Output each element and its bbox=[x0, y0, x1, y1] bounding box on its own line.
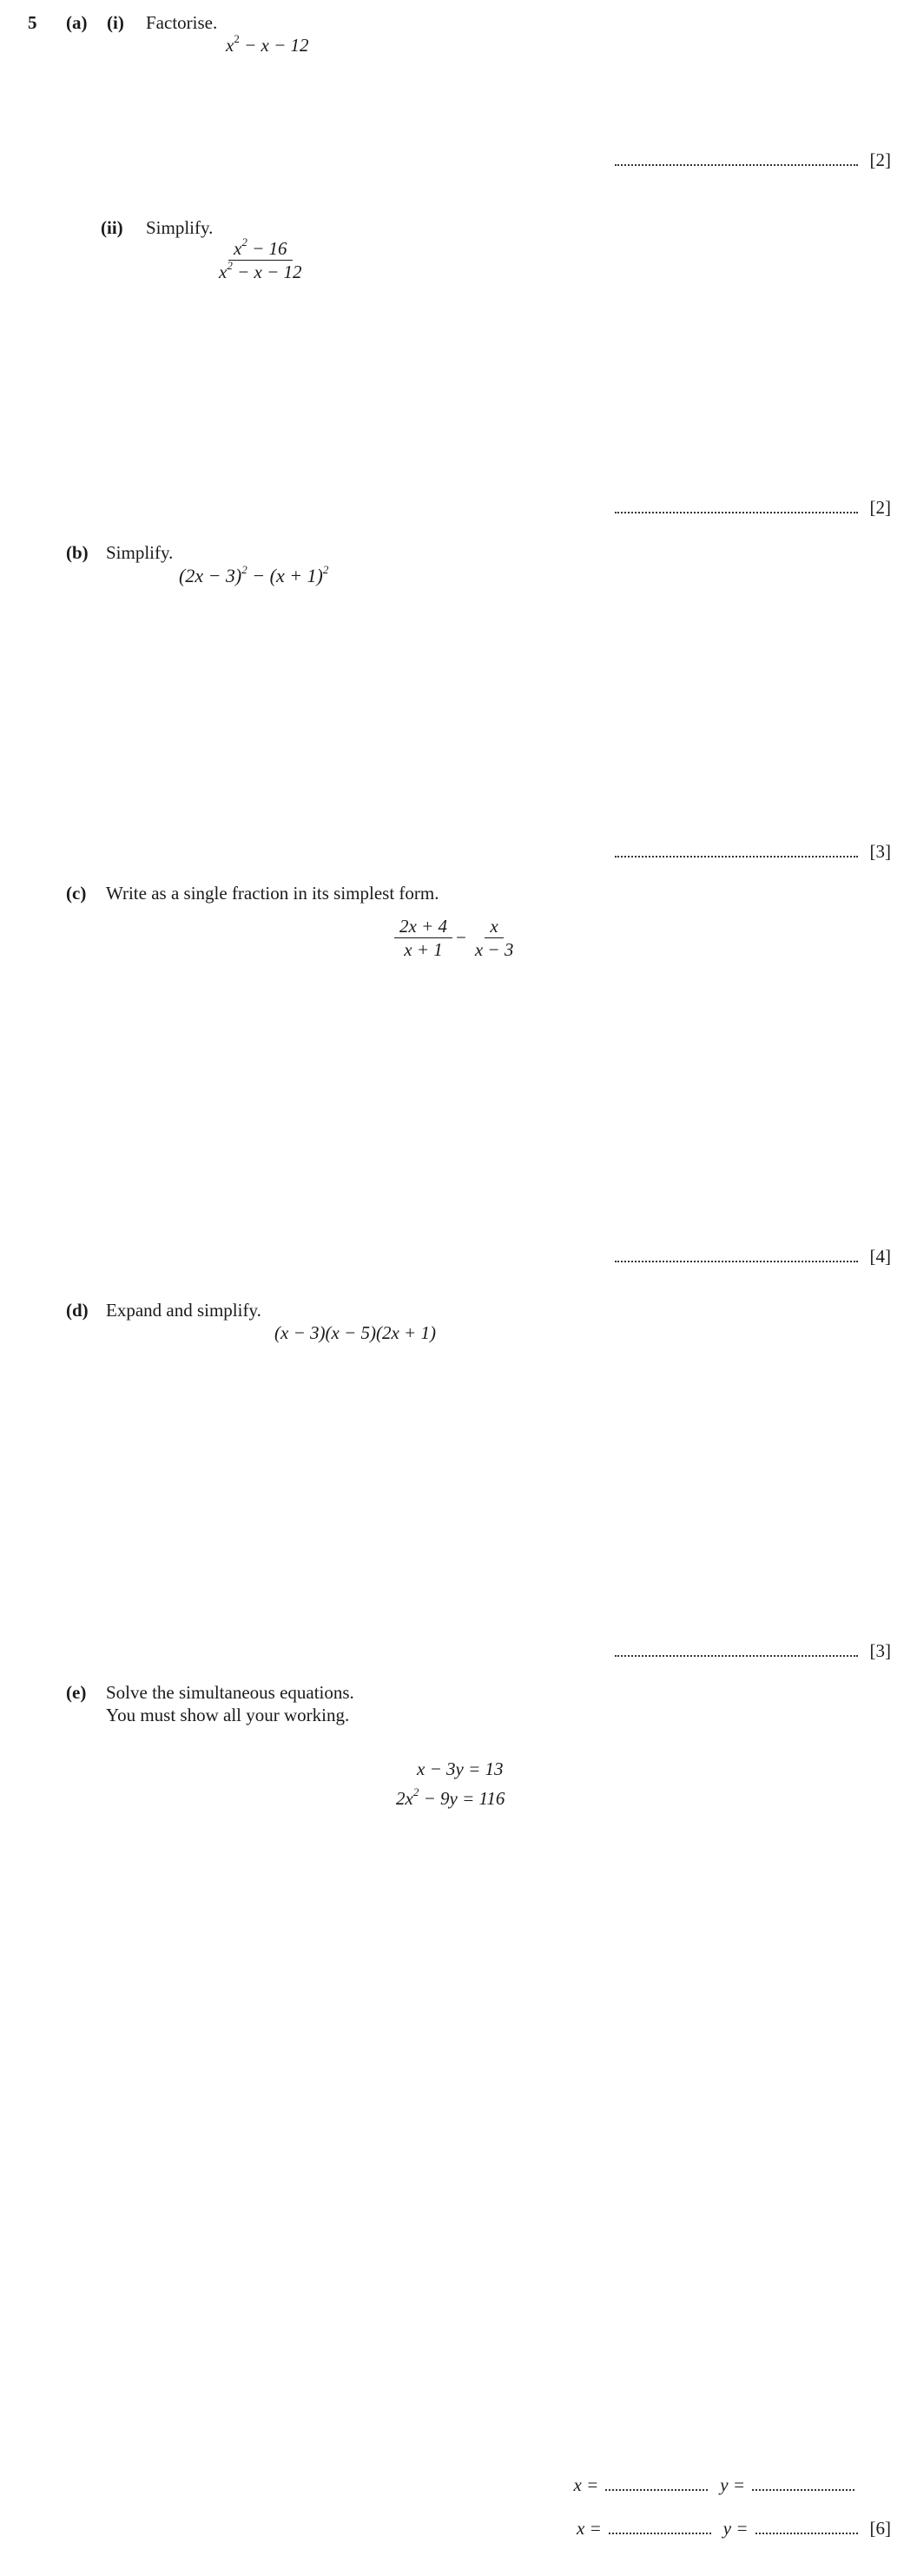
answer-dots[interactable] bbox=[615, 150, 858, 166]
part-a-label: (a) bbox=[66, 12, 88, 33]
marks-a-ii: [2] bbox=[869, 497, 891, 518]
x-answer-dots[interactable] bbox=[605, 2475, 708, 2491]
part-b-instruction: Simplify. bbox=[106, 542, 174, 563]
part-c-instruction: Write as a single fraction in its simplest form. bbox=[106, 883, 439, 904]
part-a-ii-label: (ii) bbox=[101, 217, 123, 238]
answer-line-e-1 bbox=[574, 2474, 855, 2496]
fraction-denominator: $x^2 - x - 12$ bbox=[219, 259, 302, 282]
fraction-numerator: 2x + 4 bbox=[394, 916, 452, 938]
part-b-expression: $(2x - 3)^2 - (x + 1)^2$ bbox=[179, 562, 329, 586]
part-d-expression: (x − 3)(x − 5)(2x + 1) bbox=[274, 1322, 436, 1343]
part-e-instruction-1: Solve the simultaneous equations. bbox=[106, 1682, 354, 1703]
minus-sign: − bbox=[456, 927, 466, 948]
part-a-i-expression: $x^2 - x - 12$ bbox=[226, 32, 309, 56]
answer-dots[interactable] bbox=[615, 498, 858, 513]
part-a-ii-instruction: Simplify. bbox=[146, 217, 214, 238]
part-e-instruction-2: You must show all your working. bbox=[106, 1705, 350, 1725]
x-label: x = bbox=[573, 2474, 599, 2495]
question-number: 5 bbox=[28, 12, 37, 33]
marks-b: [3] bbox=[869, 841, 891, 862]
part-d-instruction: Expand and simplify. bbox=[106, 1300, 261, 1321]
x-answer-dots[interactable] bbox=[609, 2519, 711, 2534]
answer-line-a-i bbox=[615, 149, 892, 171]
part-a-ii-fraction bbox=[214, 235, 307, 282]
answer-line-d bbox=[615, 1640, 892, 1662]
answer-line-c bbox=[615, 1246, 892, 1268]
fraction-numerator: $x^2 - 16$ bbox=[228, 238, 293, 261]
part-c-label: (c) bbox=[66, 883, 87, 904]
y-answer-dots[interactable] bbox=[752, 2475, 854, 2491]
part-c-expression bbox=[394, 916, 518, 960]
part-b-label: (b) bbox=[66, 542, 89, 563]
marks-d: [3] bbox=[869, 1640, 891, 1661]
part-d-label: (d) bbox=[66, 1300, 89, 1321]
y-answer-dots[interactable] bbox=[755, 2519, 858, 2534]
marks-c: [4] bbox=[869, 1246, 891, 1267]
marks-a-i: [2] bbox=[869, 149, 891, 170]
answer-line-e-2 bbox=[577, 2518, 891, 2540]
part-a-i-instruction: Factorise. bbox=[146, 12, 218, 33]
answer-dots[interactable] bbox=[615, 1641, 858, 1657]
equation-1: x − 3y = 13 bbox=[417, 1758, 504, 1779]
fraction-denominator: x + 1 bbox=[404, 939, 443, 960]
y-label: y = bbox=[722, 2518, 749, 2539]
x-label: x = bbox=[577, 2518, 602, 2539]
fraction-numerator: x bbox=[485, 916, 503, 938]
fraction-denominator: x − 3 bbox=[474, 939, 514, 960]
marks-e: [6] bbox=[869, 2518, 891, 2539]
part-e-label: (e) bbox=[66, 1682, 87, 1703]
part-a-i-label: (i) bbox=[107, 12, 124, 33]
equation-2: $2x^2 - 9y = 116$ bbox=[396, 1785, 505, 1809]
answer-line-b bbox=[615, 841, 892, 863]
answer-line-a-ii bbox=[615, 497, 892, 519]
answer-dots[interactable] bbox=[615, 1247, 858, 1262]
y-label: y = bbox=[720, 2474, 745, 2495]
answer-dots[interactable] bbox=[615, 842, 858, 858]
